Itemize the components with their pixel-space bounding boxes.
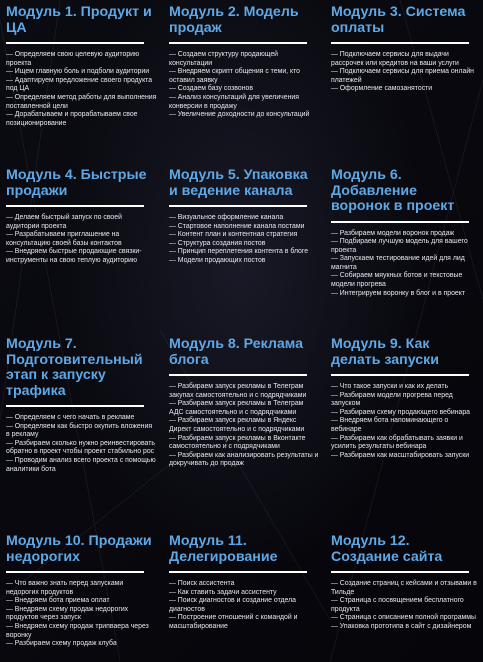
title-divider bbox=[331, 221, 469, 223]
module-item: — Как ставить задачи ассистенту bbox=[169, 588, 277, 596]
title-divider bbox=[331, 374, 469, 376]
module-card-2 bbox=[163, 0, 325, 163]
module-items bbox=[169, 580, 319, 632]
module-item: — Поиск ассистента bbox=[169, 580, 235, 587]
module-title: Модуль 11. Делегирование bbox=[169, 533, 278, 565]
title-divider bbox=[169, 571, 307, 573]
module-item: — Разбираем модели воронок продаж bbox=[331, 229, 455, 237]
module-item: — Разбираем запуск рекламы в Яндекс Директ самостоятельно и с подрядчиками bbox=[169, 417, 305, 433]
module-item: — Разбираем модели прогрева перед запуском bbox=[331, 391, 453, 408]
module-item: — Создаем структуру продающей консультации bbox=[169, 51, 279, 67]
module-items bbox=[6, 580, 157, 649]
module-item: — Внедряем быстрые продающие связки-инструменты на свою теплую аудиторию bbox=[6, 248, 142, 264]
module-item: — Разбираем схему продаж клуба bbox=[6, 640, 117, 648]
module-item: — Определяем метод работы для выполнения поставленной цели bbox=[6, 93, 157, 110]
module-item: — Создаем базу созвонов bbox=[169, 85, 254, 93]
title-divider bbox=[6, 42, 144, 44]
module-title: Модуль 1. Продукт и ЦА bbox=[6, 4, 152, 36]
module-item: — Увеличение доходности до консультаций bbox=[169, 111, 310, 119]
module-title: Модуль 2. Модель продаж bbox=[169, 4, 299, 36]
module-title: Модуль 6. Добавление воронок в проект bbox=[331, 167, 455, 214]
module-item: — Создание страниц с кейсами и отзывами в Тильде bbox=[331, 580, 477, 596]
module-item: — Подключаем сервисы для приема онлайн платежей bbox=[331, 68, 474, 84]
module-title: Модуль 7. Подготовительный этап к запуску трафика bbox=[6, 336, 143, 399]
module-item: — Оформление самозанятости bbox=[331, 85, 433, 93]
module-card-7 bbox=[0, 332, 163, 529]
module-item: — Запускаем тестирование идей для лид магнита bbox=[331, 255, 465, 271]
module-item: — Разбираем как масштабировать запуски bbox=[331, 451, 470, 459]
module-title: Модуль 12. Создание сайта bbox=[331, 533, 443, 565]
module-title: Модуль 4. Быстрые продажи bbox=[6, 167, 147, 199]
title-divider bbox=[6, 571, 144, 573]
module-item: — Разбираем запуск рекламы в Телеграм АДС самостоятельно и с подрядчиками bbox=[169, 400, 304, 416]
module-item: — Подбираем лучшую модель для вашего проекта bbox=[331, 238, 468, 254]
module-item: — Разбираем как анализировать результаты и докручивать до продаж bbox=[169, 451, 319, 468]
module-item: — Собираем мяукных ботов и текстовые модели прогрева bbox=[331, 272, 463, 289]
module-item: — Разбираем сколько нужно реинвестировать обратно в проект чтобы проект стабильно рос bbox=[6, 439, 155, 456]
module-item: — Анализ консультаций для увеличения конверсии в продажу bbox=[169, 93, 299, 110]
module-item: — Разрабатываем приглашение на консультацию своей базы контактов bbox=[6, 231, 122, 247]
module-items bbox=[331, 230, 477, 299]
module-items bbox=[169, 51, 319, 120]
module-item: — Модели продающих постов bbox=[169, 256, 266, 264]
module-item: — Контент план и контентная стратегия bbox=[169, 231, 298, 239]
module-item: — Определяем как быстро окупить вложения в рекламу bbox=[6, 422, 153, 439]
module-item: — Разбираем запуск рекламы в Вконтакте самостоятельно и с подрядчиками bbox=[169, 434, 306, 451]
module-item: — Что важно знать перед запусками недорогих продуктов bbox=[6, 580, 124, 596]
module-item: — Внедряем скрипт общения с теми, кто оставил заявку bbox=[169, 68, 301, 84]
title-divider bbox=[6, 405, 144, 407]
module-item: — Внедряем схему продаж недорогих продуктов через запуск bbox=[6, 605, 129, 622]
module-items bbox=[6, 214, 157, 266]
title-divider bbox=[169, 374, 307, 376]
module-item: — Структура создания постов bbox=[169, 239, 266, 247]
module-item: — Поиск диагностов и создание отдела диагностов bbox=[169, 597, 296, 613]
module-items bbox=[331, 383, 477, 460]
module-item: — Страница с описанием полной программы bbox=[331, 614, 476, 622]
module-card-12 bbox=[325, 529, 483, 662]
module-card-10 bbox=[0, 529, 163, 662]
module-title: Модуль 8. Реклама блога bbox=[169, 336, 304, 368]
module-items bbox=[169, 214, 319, 266]
title-divider bbox=[169, 42, 307, 44]
module-card-11 bbox=[163, 529, 325, 662]
module-item: — Построение отношений с командой и масштабирование bbox=[169, 614, 298, 630]
module-items bbox=[6, 414, 157, 474]
module-item: — Интегрируем воронку в блог и в проект bbox=[331, 289, 465, 297]
module-item: — Принцип переплетения контента в блоге bbox=[169, 248, 309, 256]
module-item: — Что такое запуски и как их делать bbox=[331, 383, 449, 390]
title-divider bbox=[6, 205, 144, 207]
module-title: Модуль 5. Упаковка и ведение канала bbox=[169, 167, 308, 199]
module-title: Модуль 10. Продажи недорогих bbox=[6, 533, 152, 565]
module-item: — Внедряем бота напоминающего о вебинаре bbox=[331, 417, 449, 433]
module-item: — Разбираем запуск рекламы в Телеграм закупах самостоятельно и с подрядчиками bbox=[169, 383, 307, 399]
module-item: — Проводим анализ всего проекта с помощью аналитики бота bbox=[6, 456, 156, 473]
module-item: — Дорабатываем и прорабатываем свое позиционирование bbox=[6, 111, 138, 127]
module-item: — Внедряем схему продаж трипваера через воронку bbox=[6, 622, 149, 639]
module-item: — Страница с посвящением бесплатного продукта bbox=[331, 597, 464, 613]
module-item: — Визуальное оформление канала bbox=[169, 214, 284, 221]
module-item: — Ищем главную боль и подболи аудитории bbox=[6, 68, 150, 76]
module-card-1 bbox=[0, 0, 163, 163]
module-card-9 bbox=[325, 332, 483, 529]
module-items bbox=[169, 383, 319, 469]
module-item: — Разбираем как обрабатывать заявки и усилить результаты вебинара bbox=[331, 434, 463, 451]
module-item: — Разбираем схему продающего вебинара bbox=[331, 408, 471, 416]
module-item: — Подключаем сервисы для выдачи рассрочек или кредитов на ваши услуги bbox=[331, 51, 459, 67]
module-item: — Определяем свою целевую аудиторию проекта bbox=[6, 51, 140, 67]
module-card-3 bbox=[325, 0, 483, 163]
module-card-4 bbox=[0, 163, 163, 332]
module-items bbox=[6, 51, 157, 128]
module-title: Модуль 9. Как делать запуски bbox=[331, 336, 439, 368]
title-divider bbox=[331, 571, 469, 573]
module-item: — Упаковка прототипа в сайт с дизайнером bbox=[331, 622, 472, 630]
module-item: — Адаптируем предложение своего продукта под ЦА bbox=[6, 76, 153, 93]
title-divider bbox=[331, 42, 469, 44]
module-items bbox=[331, 51, 477, 94]
module-card-5 bbox=[163, 163, 325, 332]
module-item: — Делаем быстрый запуск по своей аудитории проекта bbox=[6, 214, 122, 230]
title-divider bbox=[169, 205, 307, 207]
module-item: — Определяем с чего начать в рекламе bbox=[6, 414, 135, 421]
module-card-8 bbox=[163, 332, 325, 529]
module-title: Модуль 3. Система оплаты bbox=[331, 4, 466, 36]
module-item: — Внедряем бота приема оплат bbox=[6, 597, 110, 605]
module-card-6 bbox=[325, 163, 483, 332]
module-item: — Стартовое наполнение канала постами bbox=[169, 222, 305, 230]
module-items bbox=[331, 580, 477, 632]
